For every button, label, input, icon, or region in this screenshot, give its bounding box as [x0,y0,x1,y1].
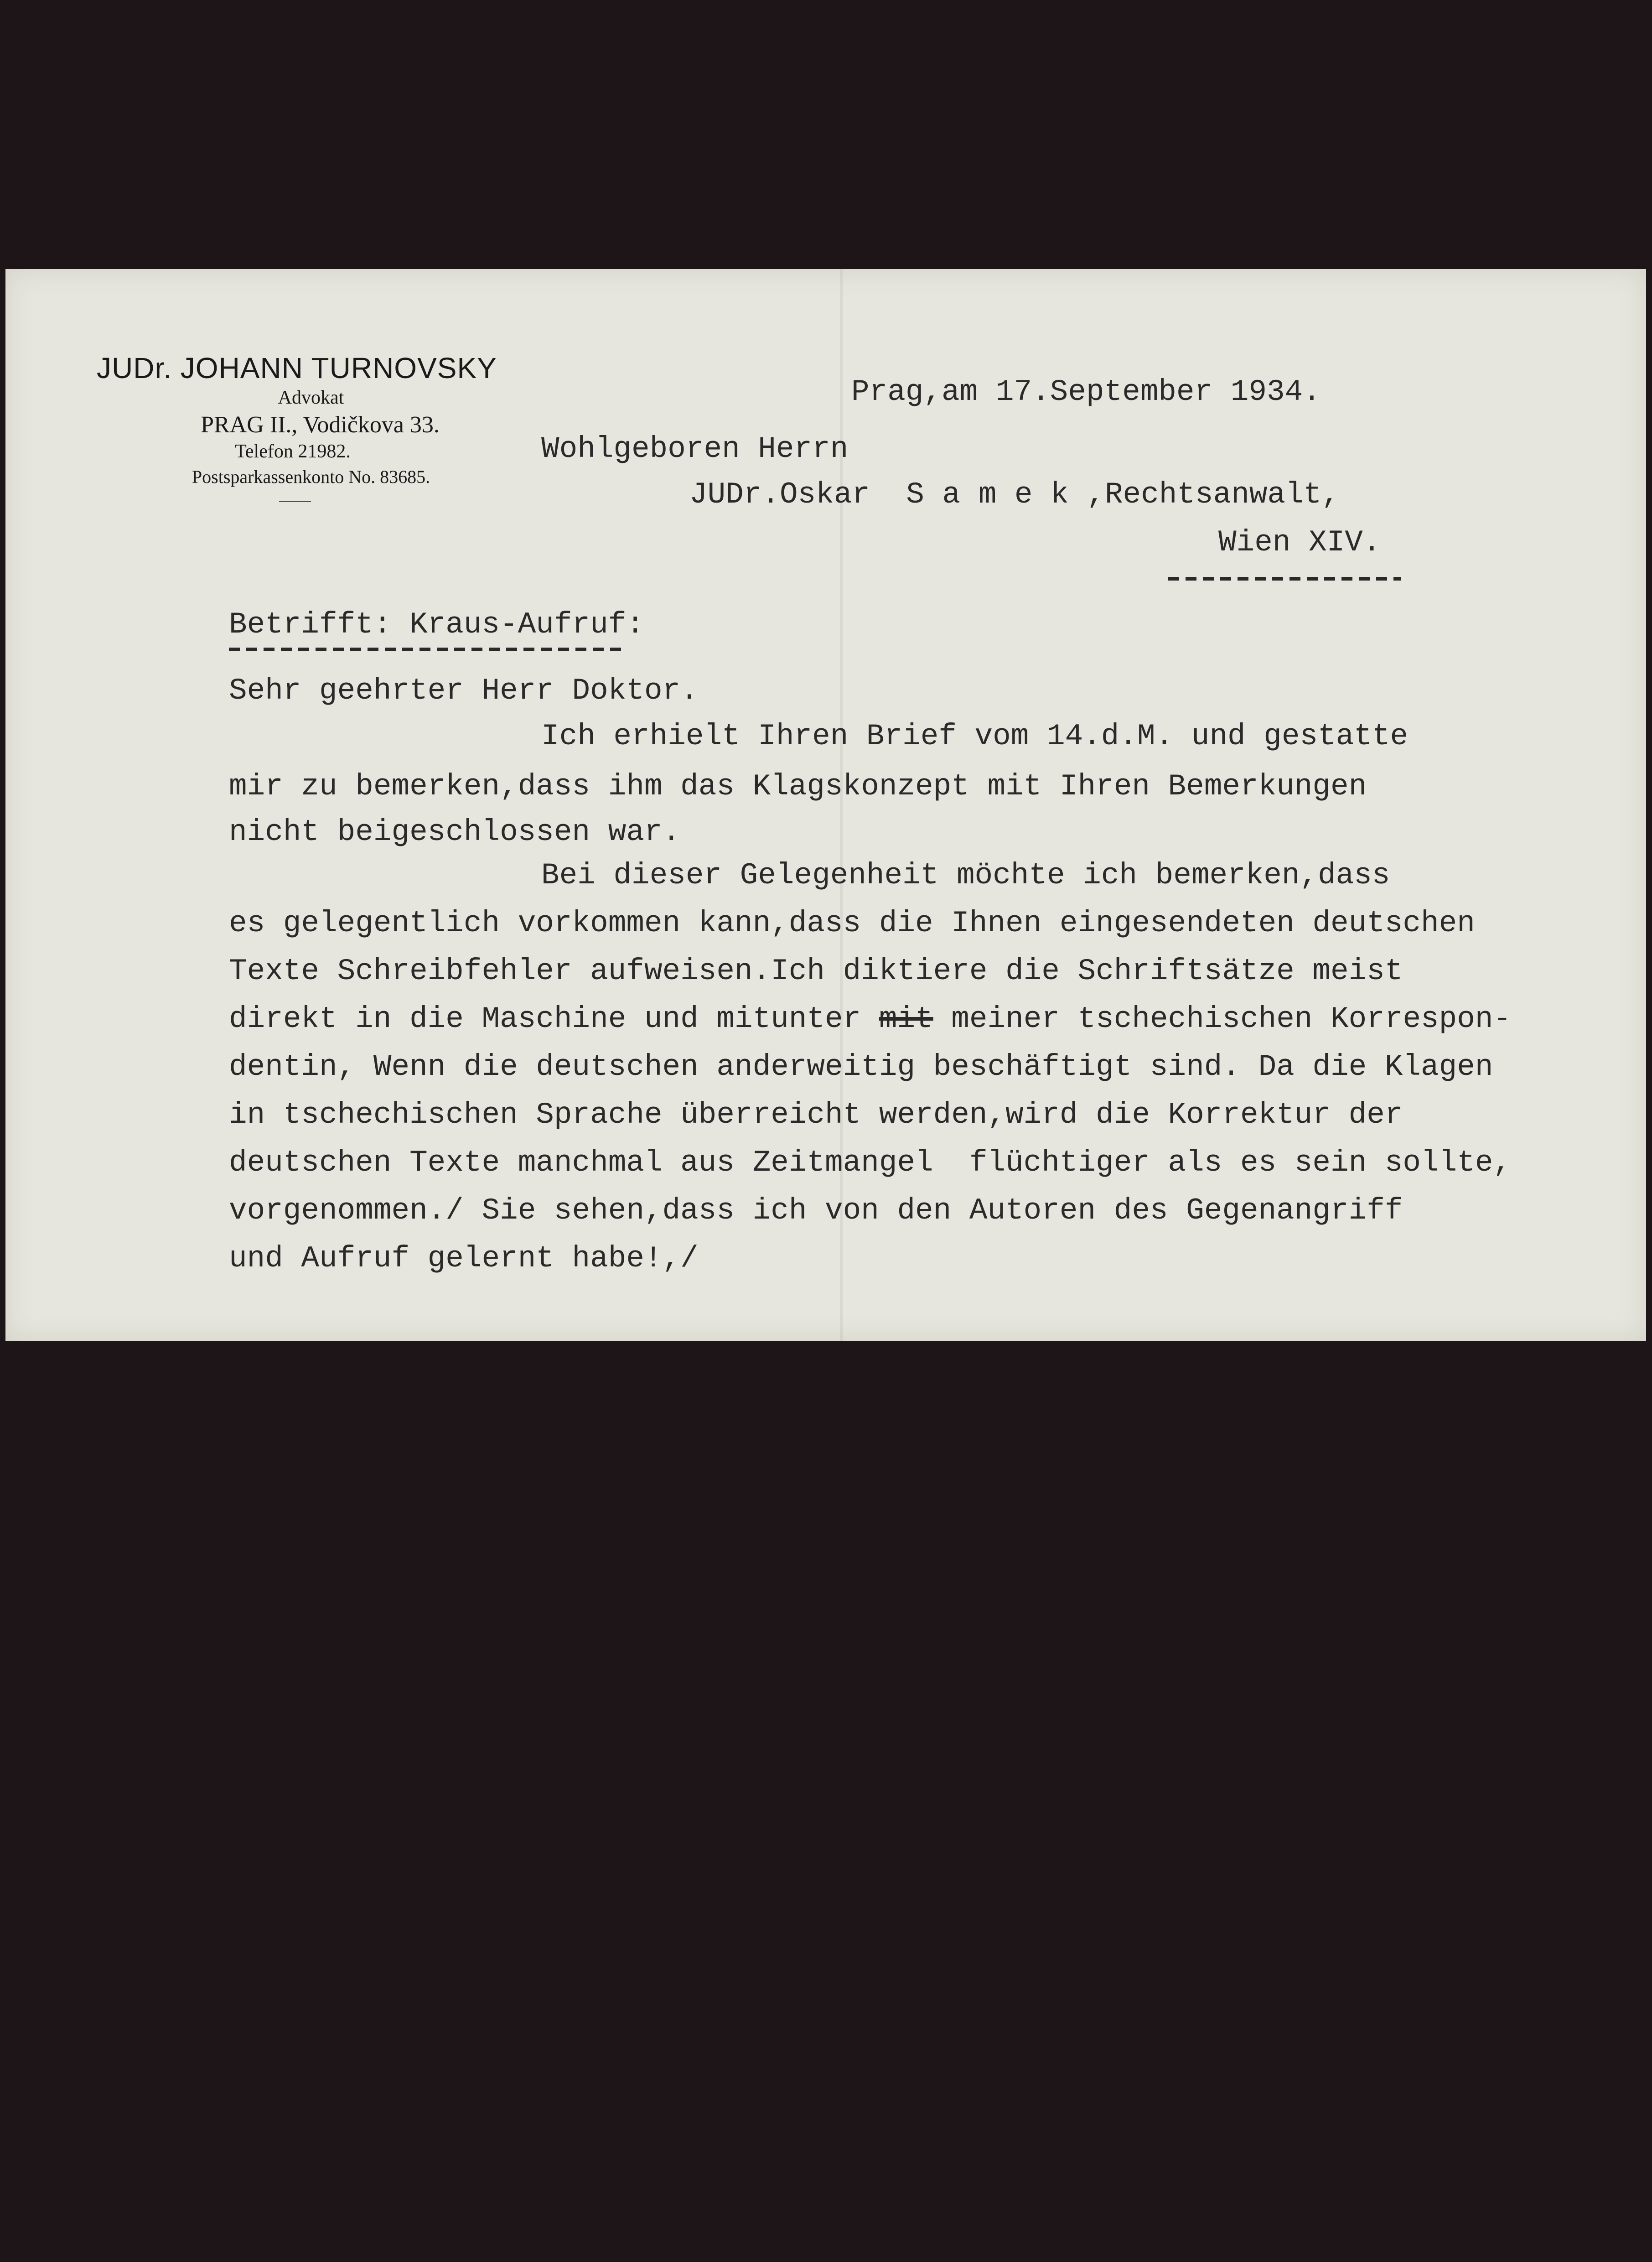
body-line-3: nicht beigeschlossen war. [229,815,681,849]
city-underline [1168,577,1401,581]
greeting: Sehr geehrter Herr Doktor. [229,674,699,708]
subject-underline [229,648,626,651]
body-line-2: mir zu bemerken,dass ihm das Klagskonzept mit Ihren Bemerkungen [229,769,1367,804]
date-line: Prag,am 17.September 1934. [851,375,1321,409]
body-line-5: es gelegentlich vorkommen kann,dass die Ihnen eingesendeten deutschen [229,906,1475,940]
body-line-7-end: meiner tschechischen Korrespon- [933,1002,1512,1036]
body-line-7 [229,1001,1511,1038]
letter-page [5,269,1646,1341]
body-line-9: in tschechischen Sprache überreicht werden,wird die Korrektur der [229,1098,1403,1132]
letterhead-name: JUDr. JOHANN TURNOVSKY [97,352,497,384]
recipient-name: JUDr.Oskar S a m e k ,Rechtsanwalt, [689,477,1340,512]
body-line-8: dentin, Wenn die deutschen anderweitig beschäftigt sind. Da die Klagen [229,1050,1493,1084]
body-line-4: Bei dieser Gelegenheit möchte ich bemerken,dass [541,858,1390,892]
letterhead-account: Postsparkassenkonto No. 83685. [192,467,430,487]
recipient-city: Wien XIV. [1218,525,1381,560]
letterhead-divider [279,501,311,502]
recipient-salutation: Wohlgeboren Herrn [541,432,849,466]
body-line-1: Ich erhielt Ihren Brief vom 14.d.M. und gestatte [541,719,1409,753]
body-line-11: vorgenommen./ Sie sehen,dass ich von den Autoren des Gegenangriff [229,1193,1403,1228]
letterhead [97,351,562,502]
body-line-12: und Aufruf gelernt habe!,/ [229,1241,699,1276]
letterhead-title: Advokat [278,387,344,408]
letterhead-address: PRAG II., Vodičkova 33. [201,412,440,438]
subject-line: Betrifft: Kraus-Aufruf: [229,607,644,642]
struck-word: mit [879,1002,933,1036]
body-line-7-start: direkt in die Maschine und mitunter [229,1002,879,1036]
body-line-6: Texte Schreibfehler aufweisen.Ich diktiere die Schriftsätze meist [229,954,1403,988]
letterhead-phone: Telefon 21982. [235,441,351,462]
body-line-10: deutschen Texte manchmal aus Zeitmangel flüchtiger als es sein sollte, [229,1146,1512,1180]
